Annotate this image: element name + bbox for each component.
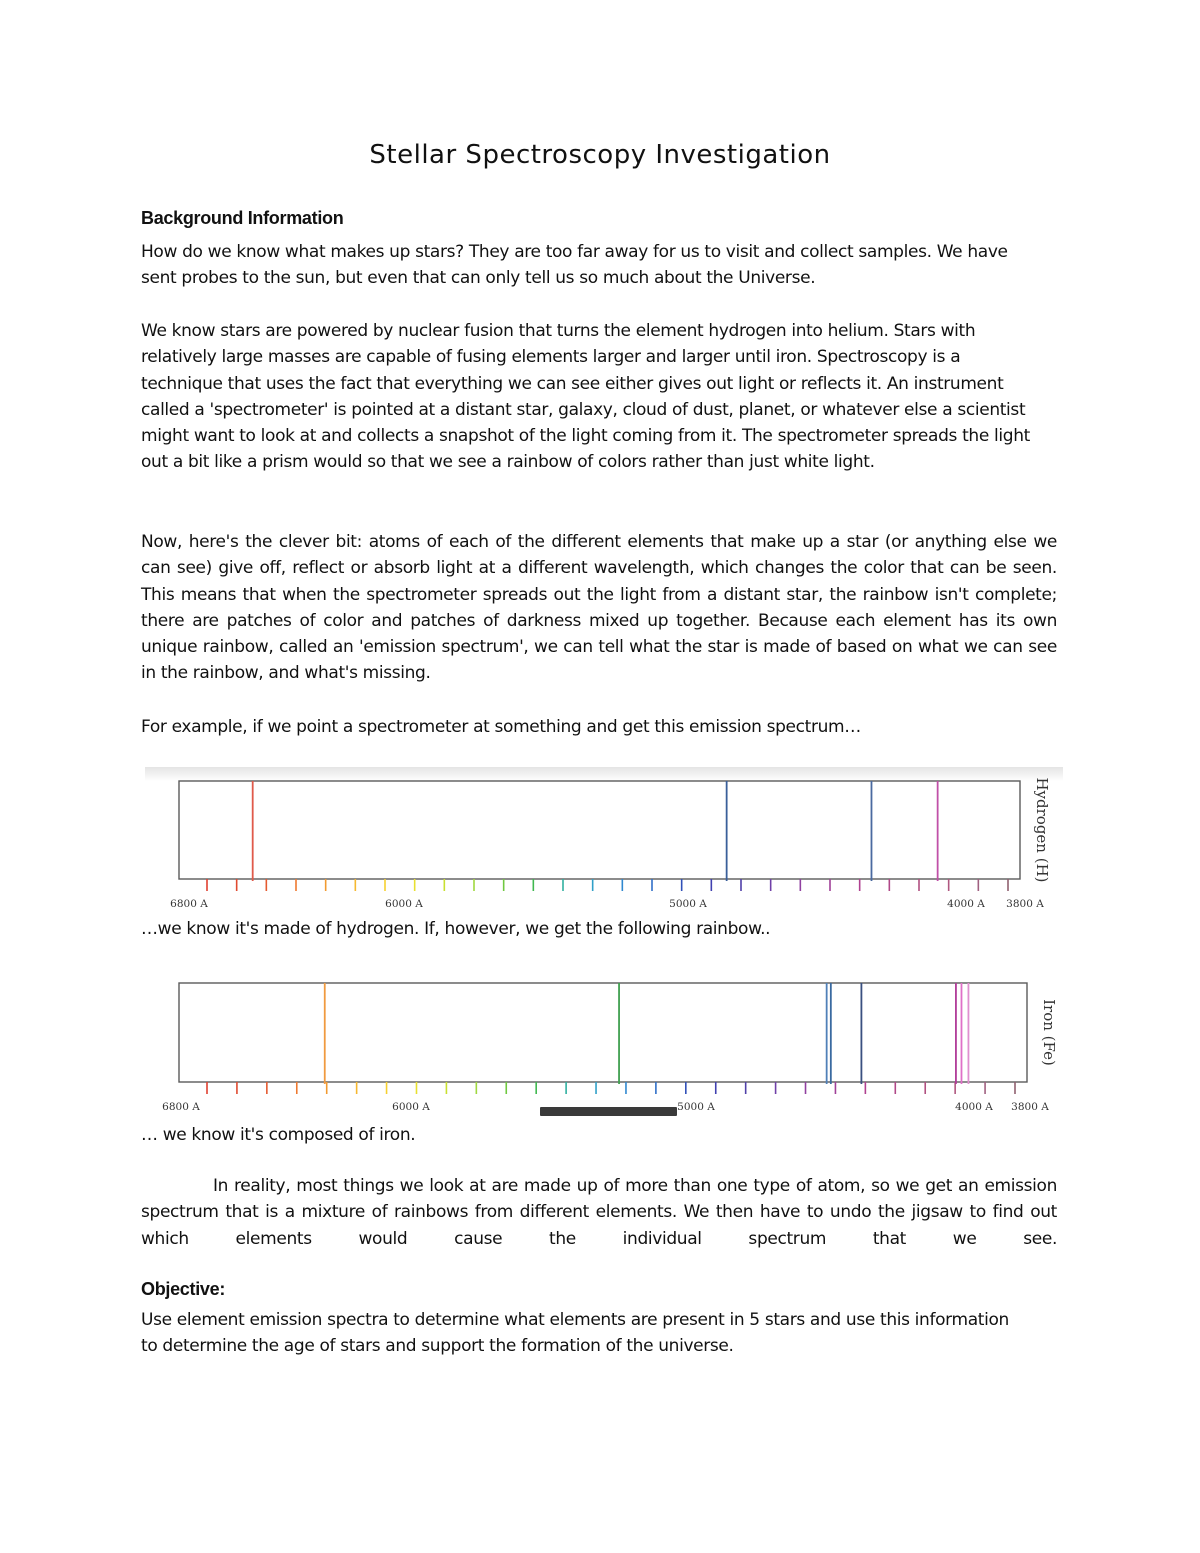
page-title: Stellar Spectroscopy Investigation bbox=[369, 140, 831, 170]
hydrogen-tick-label: 6000 A bbox=[385, 898, 423, 910]
hydrogen-tick-label: 6800 A bbox=[170, 898, 208, 910]
paragraph-reality: In reality, most things we look at are made up of more than one type of atom, so we get an emission spectrum that is a mixture of rainbows from different elements. We then have to undo the jigsaw to find out which elements would cause the individual spectrum that we see. bbox=[141, 1176, 1057, 1249]
iron-tick-label: 3800 A bbox=[1011, 1101, 1049, 1113]
iron-tick-label: 6000 A bbox=[392, 1101, 430, 1113]
iron-tick-label: 4000 A bbox=[955, 1101, 993, 1113]
iron-element-label: Iron (Fe) bbox=[1040, 999, 1058, 1066]
paragraph-clever-bit: Now, here's the clever bit: atoms of each of the different elements that make up a star (or anything else we can see) give off, reflect or absorb light at a different wavelength, which changes the color that can be seen. This means that when the spectrometer spreads out the light from a distant star, the rainbow isn't complete; there are patches of color and patches of darkness mixed up together. Because each element has its own unique rainbow, called an 'emission spectrum', we can tell what the star is made of based on what we can see in the rainbow, and what's missing. bbox=[141, 532, 1057, 684]
hydrogen-element-label: Hydrogen (H) bbox=[1033, 777, 1051, 883]
hydrogen-tick-label: 4000 A bbox=[947, 898, 985, 910]
hydrogen-tick-label: 5000 A bbox=[669, 898, 707, 910]
objective-text: Use element emission spectra to determine what elements are present in 5 stars and use this information to determine the age of stars and support the formation of the universe. bbox=[141, 1310, 1009, 1357]
caption-iron: … we know it's composed of iron. bbox=[141, 1125, 416, 1145]
paragraph-fusion: We know stars are powered by nuclear fusion that turns the element hydrogen into helium. Stars with relatively large masses are capable of fusing elements larger and larger until iron. Spectroscopy is a technique that uses the fact that everything we can see either gives out light or reflects it. An instrument called a 'spectrometer' is pointed at a distant star, galaxy, cloud of dust, planet, or whatever else a scientist might want to look at and collects a snapshot of the light coming from it. The spectrometer spreads the light out a bit like a prism would so that we see a rainbow of colors rather than just white light. bbox=[141, 321, 1030, 473]
hydrogen-spectrum-frame bbox=[179, 781, 1020, 879]
hydrogen-spectrum-figure bbox=[145, 770, 1063, 912]
hydrogen-spectrum bbox=[145, 770, 1063, 912]
iron-tick-label: 5000 A bbox=[677, 1101, 715, 1113]
iron-spectrum-frame bbox=[179, 983, 1027, 1082]
iron-spectrum bbox=[145, 974, 1063, 1120]
objective-heading: Objective: bbox=[141, 1279, 226, 1299]
iron-tick-label: 6800 A bbox=[162, 1101, 200, 1113]
paragraph-example: For example, if we point a spectrometer at something and get this emission spectrum… bbox=[141, 717, 861, 737]
background-heading: Background Information bbox=[141, 208, 344, 228]
caption-hydrogen: …we know it's made of hydrogen. If, however, we get the following rainbow.. bbox=[141, 919, 771, 939]
hydrogen-tick-label: 3800 A bbox=[1006, 898, 1044, 910]
iron-spectrum-figure bbox=[145, 974, 1063, 1120]
redaction-bar bbox=[540, 1107, 677, 1116]
paragraph-intro: How do we know what makes up stars? They are too far away for us to visit and collect samples. We have sent probes to the sun, but even that can only tell us so much about the Universe. bbox=[141, 242, 1008, 289]
